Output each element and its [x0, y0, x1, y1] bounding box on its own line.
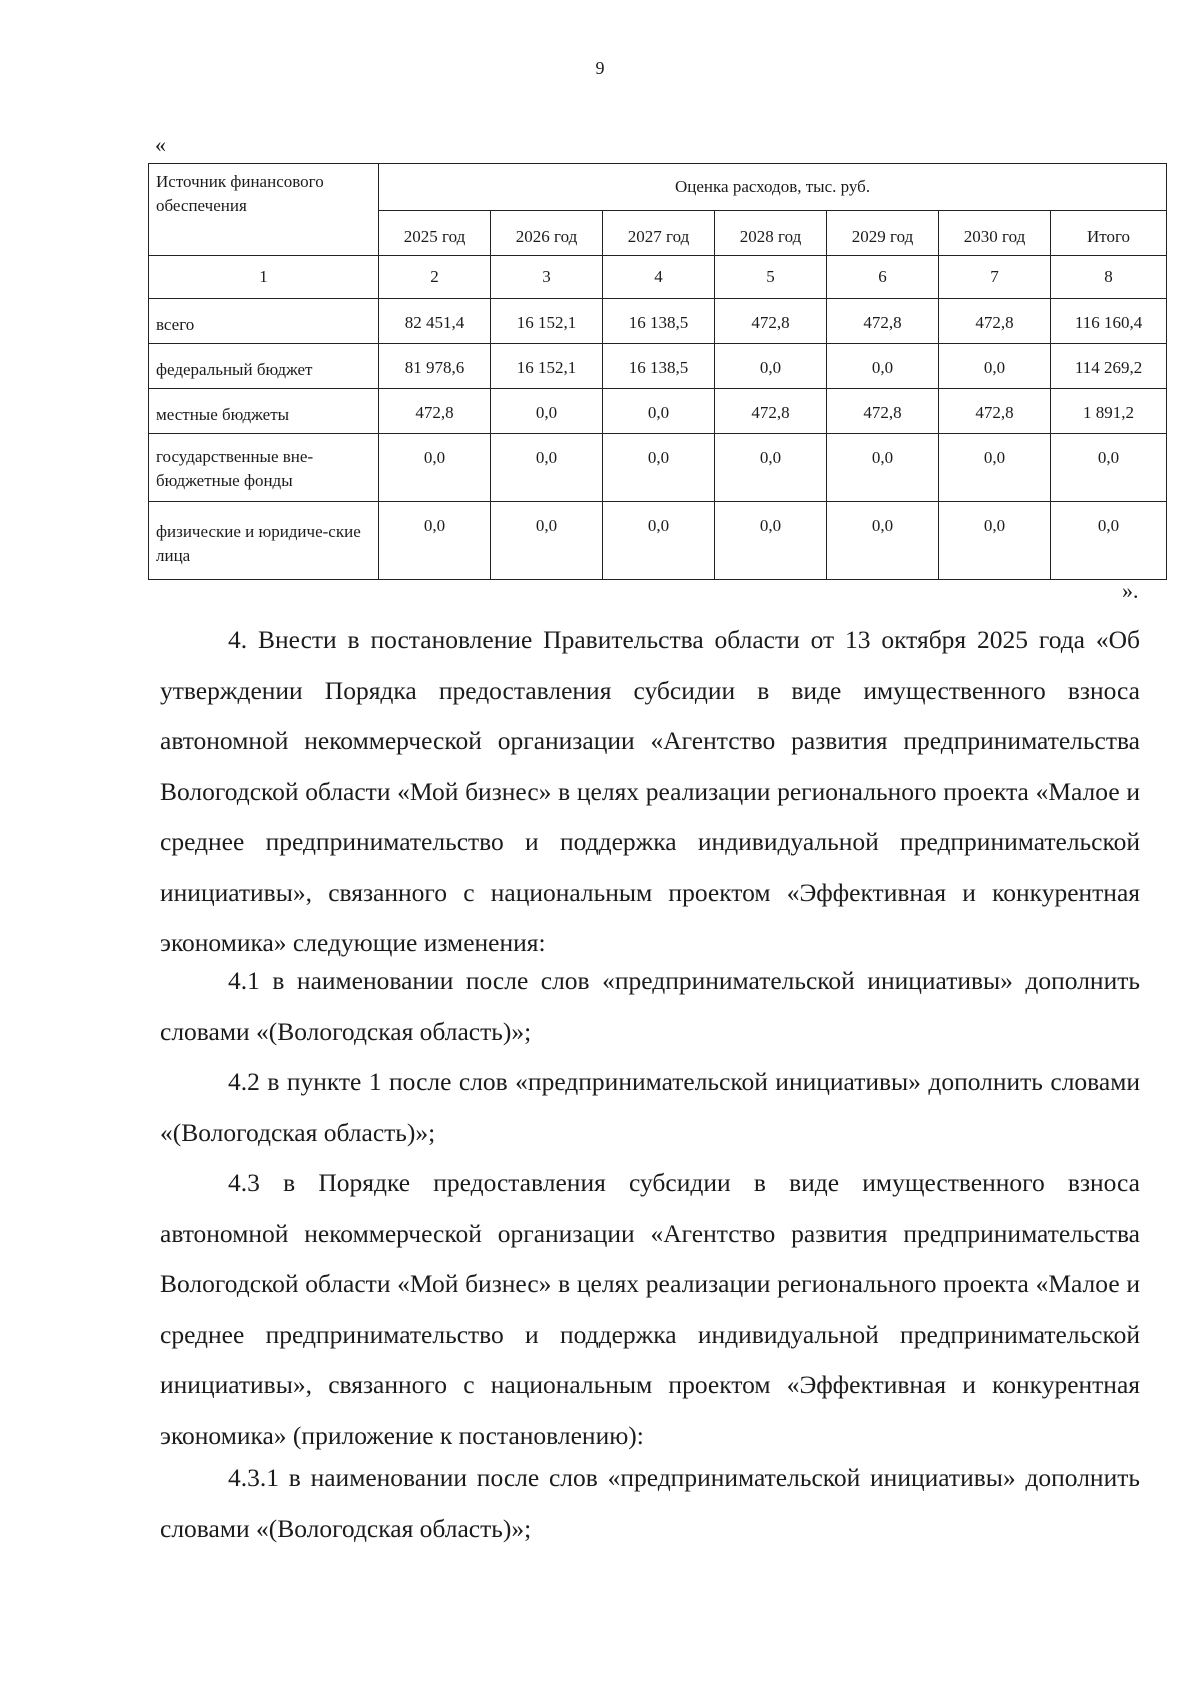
closing-quote-mark: ». [1122, 578, 1139, 603]
table-row [149, 389, 1167, 434]
value-cell: 472,8 [715, 389, 827, 434]
opening-quote-mark: « [155, 132, 166, 157]
value-cell: 0,0 [939, 434, 1051, 502]
paragraph-text: 4. Внести в постановление Правительства области от 13 октября 2025 года «Об утверждении Порядка предоставления субсидии в виде имущественного взноса автономной некоммерческой организации «Агентство развития предпринимательства Вологодской области «Мой бизнес» в целях реализации регионального проекта «Малое и среднее предпринимательство и поддержка индивидуальной предпринимательской инициативы», связанного с национальным проектом «Эффективная и конкурентная экономика» следующие изменения: [160, 625, 1140, 957]
paragraph-item-4 [160, 615, 1140, 969]
paragraph-text: 4.3.1 в наименовании после слов «предпринимательской инициативы» дополнить словами «(Вологодская область)»; [160, 1463, 1140, 1543]
year-header-cell: 2026 год [491, 211, 603, 256]
paragraph-item-4-2 [160, 1057, 1140, 1158]
column-index-cell: 6 [827, 256, 939, 299]
column-index-cell: 1 [149, 256, 379, 299]
value-cell: 472,8 [379, 389, 491, 434]
financing-table [148, 163, 1167, 580]
value-cell: 16 152,1 [491, 344, 603, 389]
year-header-cell: 2025 год [379, 211, 491, 256]
total-value-cell: 116 160,4 [1051, 299, 1167, 344]
paragraph-text: 4.2 в пункте 1 после слов «предпринимательской инициативы» дополнить словами «(Вологодская область)»; [160, 1067, 1140, 1147]
paragraph-item-4-1 [160, 956, 1140, 1057]
year-header-cell: 2027 год [603, 211, 715, 256]
total-value-cell: 1 891,2 [1051, 389, 1167, 434]
paragraph-text: 4.3 в Порядке предоставления субсидии в виде имущественного взноса автономной некоммерческой организации «Агентство развития предпринимательства Вологодской области «Мой бизнес» в целях реализации регионального проекта «Малое и среднее предпринимательство и поддержка индивидуальной предпринимательской инициативы», связанного с национальным проектом «Эффективная и конкурентная экономика» (приложение к постановлению): [160, 1168, 1140, 1450]
column-index-cell: 4 [603, 256, 715, 299]
value-cell: 0,0 [827, 434, 939, 502]
value-cell: 0,0 [379, 434, 491, 502]
total-value-cell: 0,0 [1051, 434, 1167, 502]
value-cell: 0,0 [379, 502, 491, 580]
value-cell: 0,0 [939, 344, 1051, 389]
paragraph-text: 4.1 в наименовании после слов «предпринимательской инициативы» дополнить словами «(Вологодская область)»; [160, 966, 1140, 1046]
column-index-cell: 2 [379, 256, 491, 299]
value-cell: 0,0 [603, 502, 715, 580]
value-cell: 0,0 [939, 502, 1051, 580]
value-cell: 16 138,5 [603, 344, 715, 389]
value-cell: 0,0 [715, 502, 827, 580]
value-cell: 81 978,6 [379, 344, 491, 389]
page-number: 9 [595, 58, 605, 78]
column-index-cell: 8 [1051, 256, 1167, 299]
total-header-cell: Итого [1051, 211, 1167, 256]
value-cell: 16 152,1 [491, 299, 603, 344]
value-cell: 0,0 [827, 344, 939, 389]
table-row [149, 299, 1167, 344]
source-cell: всего [149, 299, 379, 344]
value-cell: 0,0 [491, 434, 603, 502]
column-index-cell: 7 [939, 256, 1051, 299]
table-row [149, 502, 1167, 580]
table-row [149, 344, 1167, 389]
column-index-cell: 5 [715, 256, 827, 299]
value-cell: 0,0 [827, 502, 939, 580]
value-cell: 0,0 [491, 502, 603, 580]
year-header-cell: 2029 год [827, 211, 939, 256]
source-cell: местные бюджеты [149, 389, 379, 434]
value-cell: 0,0 [715, 344, 827, 389]
value-cell: 0,0 [715, 434, 827, 502]
source-cell: физические и юридиче-ские лица [149, 502, 379, 580]
value-cell: 0,0 [603, 434, 715, 502]
column-index-cell: 3 [491, 256, 603, 299]
value-cell: 472,8 [715, 299, 827, 344]
value-cell: 16 138,5 [603, 299, 715, 344]
year-header-cell: 2028 год [715, 211, 827, 256]
paragraph-item-4-3 [160, 1158, 1140, 1461]
source-header-cell: Источник финансового обеспечения [149, 164, 379, 256]
expense-estimate-header: Оценка расходов, тыс. руб. [379, 164, 1167, 211]
year-header-cell: 2030 год [939, 211, 1051, 256]
value-cell: 472,8 [827, 389, 939, 434]
source-cell: федеральный бюджет [149, 344, 379, 389]
paragraph-item-4-3-1 [160, 1453, 1140, 1554]
value-cell: 472,8 [939, 299, 1051, 344]
total-value-cell: 114 269,2 [1051, 344, 1167, 389]
value-cell: 0,0 [603, 389, 715, 434]
value-cell: 472,8 [827, 299, 939, 344]
value-cell: 0,0 [491, 389, 603, 434]
value-cell: 82 451,4 [379, 299, 491, 344]
table-row [149, 434, 1167, 502]
total-value-cell: 0,0 [1051, 502, 1167, 580]
source-cell: государственные вне-бюджетные фонды [149, 434, 379, 502]
value-cell: 472,8 [939, 389, 1051, 434]
